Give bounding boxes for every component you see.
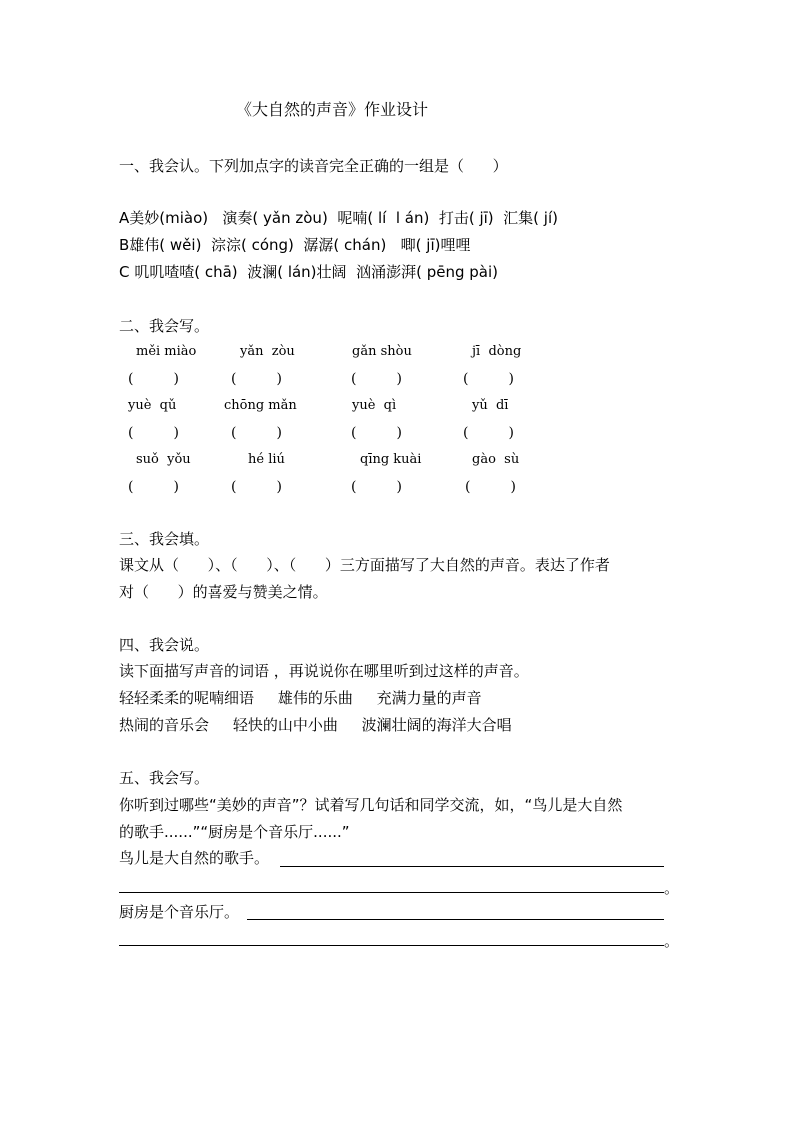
answer-blank[interactable]: ( ) <box>128 425 179 441</box>
pinyin-word: jī dòng <box>472 344 522 359</box>
answer-blank[interactable]: ( ) <box>231 479 282 495</box>
pinyin-word: měi miào <box>136 344 197 359</box>
pinyin-word: suǒ yǒu <box>136 452 191 467</box>
writing-line[interactable] <box>247 919 664 920</box>
writing-line[interactable] <box>280 866 664 867</box>
answer-blank[interactable]: ( ) <box>231 425 282 441</box>
section-4-line-1: 读下面描写声音的词语 ，再说说你在哪里听到过这样的声音。 <box>119 662 529 680</box>
section-1-heading: 一、我会认。下列加点字的读音完全正确的一组是（ ） <box>119 157 508 175</box>
pinyin-word: yuè qì <box>352 398 397 413</box>
line-end-period: 。 <box>664 879 680 897</box>
section-5-heading: 五、我会写。 <box>119 769 210 787</box>
answer-blank[interactable]: ( ) <box>463 425 514 441</box>
section-2-heading: 二、我会写。 <box>119 317 210 335</box>
writing-line[interactable] <box>119 892 664 893</box>
writing-prompt-2: 厨房是个音乐厅。 <box>119 903 240 921</box>
section-5-line-2: 的歌手......”“厨房是个音乐厅......” <box>119 823 350 841</box>
pinyin-word: yǎn zòu <box>240 344 295 359</box>
section-4-line-2: 轻轻柔柔的呢喃细语 雄伟的乐曲 充满力量的声音 <box>119 689 482 707</box>
section-4-heading: 四、我会说。 <box>119 636 210 654</box>
section-1-option-c: C 叽叽喳喳( chā) 波澜( lán)壮阔 汹涌澎湃( pēng pài) <box>119 263 498 281</box>
pinyin-word: gǎn shòu <box>352 344 412 359</box>
answer-blank[interactable]: ( ) <box>351 425 402 441</box>
section-5-line-1: 你听到过哪些“美妙的声音”？试着写几句话和同学交流，如，“鸟儿是大自然 <box>119 796 623 814</box>
answer-blank[interactable]: ( ) <box>351 371 402 387</box>
answer-blank[interactable]: ( ) <box>231 371 282 387</box>
answer-blank[interactable]: ( ) <box>351 479 402 495</box>
writing-line[interactable] <box>119 945 664 946</box>
answer-blank[interactable]: ( ) <box>463 371 514 387</box>
answer-blank[interactable]: ( ) <box>465 479 516 495</box>
section-4-line-3: 热闹的音乐会 轻快的山中小曲 波澜壮阔的海洋大合唱 <box>119 716 512 734</box>
pinyin-word: qīng kuài <box>360 452 422 467</box>
answer-blank[interactable]: ( ) <box>128 371 179 387</box>
pinyin-word: hé liú <box>248 452 285 467</box>
section-1-option-b: B雄伟( wěi) 淙淙( cóng) 潺潺( chán) 唧( jī)哩哩 <box>119 236 471 254</box>
pinyin-word: gào sù <box>472 452 520 467</box>
section-3-line-2: 对（ ）的喜爱与赞美之情。 <box>119 583 328 601</box>
pinyin-word: chōng mǎn <box>224 398 297 413</box>
line-end-period: 。 <box>664 932 680 950</box>
section-1-option-a: A美妙(miào) 演奏( yǎn zòu) 呢喃( lí l án) 打击( jī) 汇集( jí) <box>119 209 558 227</box>
pinyin-word: yuè qǔ <box>128 398 177 413</box>
section-3-line-1: 课文从（ ）、（ ）、（ ）三方面描写了大自然的声音。表达了作者 <box>119 556 610 574</box>
section-3-heading: 三、我会填。 <box>119 530 210 548</box>
pinyin-word: yǔ dī <box>472 398 509 413</box>
page-title: 《大自然的声音》作业设计 <box>236 100 429 119</box>
answer-blank[interactable]: ( ) <box>128 479 179 495</box>
writing-prompt-1: 鸟儿是大自然的歌手。 <box>119 849 270 867</box>
